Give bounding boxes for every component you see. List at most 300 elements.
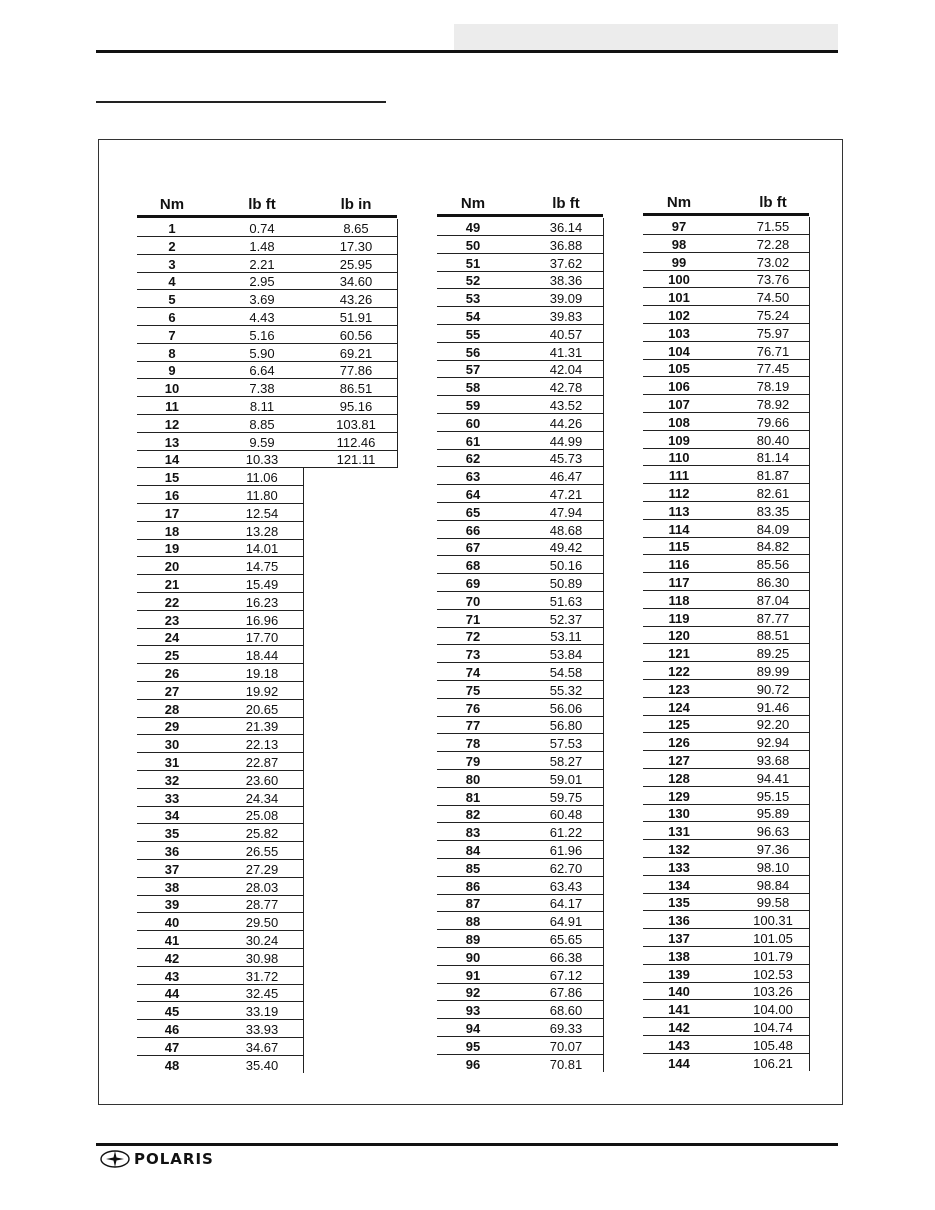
cell-lb-in: 95.16	[339, 399, 373, 414]
cell-nm: 61	[465, 433, 481, 449]
cell-lb-ft: 68.60	[549, 1003, 583, 1019]
cell-nm: 50	[465, 237, 481, 253]
table-row	[137, 700, 303, 718]
table-right-border	[397, 219, 398, 468]
cell-lb-ft: 47.94	[549, 504, 583, 520]
cell-lb-ft: 45.73	[549, 451, 583, 467]
cell-lb-in: 51.91	[339, 310, 373, 325]
cell-nm: 54	[465, 309, 481, 324]
cell-nm: 20	[164, 559, 180, 575]
table-row	[437, 521, 603, 539]
cell-lb-ft: 8.85	[249, 416, 275, 432]
polaris-star-icon	[100, 1149, 130, 1169]
table-row	[643, 1054, 809, 1072]
cell-lb-ft: 101.05	[753, 931, 793, 946]
table-row	[643, 1018, 809, 1036]
table-row	[643, 947, 809, 965]
table-right-border	[303, 468, 304, 1073]
cell-nm: 100	[668, 272, 690, 288]
cell-lb-ft: 80.40	[756, 432, 790, 448]
cell-lb-ft: 10.33	[245, 452, 279, 468]
cell-lb-ft: 64.91	[549, 914, 583, 930]
table-row	[137, 255, 397, 273]
table-row	[643, 270, 809, 288]
cell-lb-ft: 56.80	[549, 718, 583, 734]
cell-nm: 93	[465, 1003, 481, 1019]
polaris-logo	[100, 1148, 214, 1170]
cell-nm: 113	[668, 503, 690, 519]
cell-lb-ft: 75.97	[756, 325, 790, 341]
cell-nm: 73	[465, 647, 481, 663]
cell-nm: 58	[465, 380, 481, 396]
cell-nm: 42	[164, 950, 180, 966]
table-row	[137, 682, 303, 700]
table-row	[643, 324, 809, 342]
cell-nm: 63	[465, 469, 481, 485]
cell-lb-ft: 40.57	[549, 326, 583, 342]
column-header-nm: Nm	[666, 194, 692, 211]
cell-lb-ft: 106.21	[753, 1055, 793, 1071]
table-row	[643, 965, 809, 983]
cell-lb-ft: 17.70	[245, 630, 279, 646]
cell-lb-in: 34.60	[339, 274, 373, 290]
cell-lb-in: 112.46	[336, 434, 376, 450]
table-row	[643, 840, 809, 858]
table-row	[643, 787, 809, 805]
table-row	[643, 555, 809, 573]
table-row	[437, 663, 603, 681]
table-row	[643, 342, 809, 360]
table-row	[643, 377, 809, 395]
table-row	[643, 306, 809, 324]
cell-nm: 4	[168, 274, 176, 290]
cell-lb-ft: 9.59	[249, 434, 275, 450]
cell-lb-ft: 44.99	[549, 433, 583, 449]
table-row	[137, 539, 303, 557]
cell-nm: 130	[668, 806, 690, 822]
table-row	[643, 413, 809, 431]
header-underline	[137, 215, 397, 218]
cell-nm: 13	[164, 434, 180, 450]
cell-lb-ft: 64.17	[549, 896, 583, 912]
table-row	[437, 788, 603, 806]
table-row	[437, 734, 603, 752]
table-row	[137, 593, 303, 611]
table-row	[137, 1038, 303, 1056]
cell-nm: 105	[668, 361, 690, 377]
table-row	[137, 967, 303, 985]
cell-nm: 111	[668, 468, 690, 484]
table-row	[643, 876, 809, 894]
table-row	[137, 326, 397, 344]
cell-nm: 109	[668, 432, 690, 448]
cell-nm: 38	[164, 879, 180, 895]
table-row	[437, 966, 603, 984]
cell-lb-ft: 50.16	[549, 558, 583, 574]
cell-nm: 5	[168, 292, 176, 308]
cell-lb-ft: 25.82	[245, 826, 279, 842]
cell-nm: 12	[164, 416, 180, 432]
cell-nm: 59	[465, 398, 481, 413]
table-row	[643, 644, 809, 662]
cell-lb-ft: 51.63	[549, 593, 583, 609]
cell-nm: 78	[465, 736, 481, 752]
table-row	[137, 1002, 303, 1020]
table-row	[137, 557, 303, 575]
cell-lb-ft: 39.83	[549, 309, 583, 324]
cell-nm: 119	[668, 610, 690, 626]
cell-nm: 36	[164, 844, 180, 859]
cell-lb-ft: 62.70	[549, 860, 583, 876]
cell-nm: 103	[668, 325, 690, 341]
cell-lb-ft: 22.13	[245, 737, 279, 753]
table-row	[437, 1019, 603, 1037]
cell-nm: 101	[668, 290, 690, 306]
table-row	[643, 609, 809, 627]
cell-nm: 26	[164, 666, 180, 681]
table-row	[437, 805, 603, 823]
cell-lb-in: 77.86	[339, 363, 373, 379]
table-row	[437, 894, 603, 912]
table-row	[643, 431, 809, 449]
cell-nm: 18	[164, 523, 180, 539]
cell-nm: 71	[465, 611, 481, 627]
table-row	[437, 254, 603, 272]
table-row	[437, 325, 603, 343]
cell-lb-ft: 99.58	[756, 895, 790, 911]
cell-lb-ft: 7.38	[249, 381, 275, 397]
table-row	[437, 236, 603, 254]
table-row	[643, 288, 809, 306]
cell-lb-ft: 98.84	[756, 877, 790, 893]
cell-lb-ft: 104.74	[753, 1020, 793, 1035]
cell-nm: 53	[465, 291, 481, 307]
table-row	[643, 769, 809, 787]
cell-nm: 37	[164, 861, 180, 877]
cell-lb-ft: 71.55	[756, 219, 790, 234]
cell-lb-in: 121.11	[336, 452, 376, 468]
table-row	[643, 804, 809, 822]
cell-lb-ft: 75.24	[756, 308, 790, 323]
table-row	[437, 289, 603, 307]
cell-lb-ft: 1.48	[249, 238, 275, 254]
table-row	[137, 717, 303, 735]
table-row	[437, 271, 603, 289]
cell-nm: 143	[668, 1037, 690, 1053]
table-row	[643, 982, 809, 1000]
cell-nm: 80	[465, 771, 481, 787]
table-row	[437, 218, 603, 236]
cell-nm: 102	[668, 308, 690, 323]
table-row	[437, 983, 603, 1001]
cell-lb-ft: 36.88	[549, 237, 583, 253]
cell-nm: 55	[465, 326, 481, 342]
cell-lb-ft: 33.93	[245, 1022, 279, 1037]
cell-nm: 144	[668, 1055, 690, 1071]
cell-lb-in: 69.21	[339, 345, 373, 361]
table-row	[643, 537, 809, 555]
cell-lb-ft: 16.23	[245, 594, 279, 610]
table-row	[137, 878, 303, 896]
table-row	[437, 343, 603, 361]
cell-lb-ft: 25.08	[245, 808, 279, 824]
cell-lb-ft: 29.50	[245, 915, 279, 931]
cell-nm: 11	[165, 399, 179, 414]
cell-nm: 70	[465, 593, 481, 609]
cell-nm: 67	[465, 540, 481, 556]
table-row	[437, 681, 603, 699]
cell-lb-ft: 2.21	[249, 256, 275, 272]
cell-lb-ft: 74.50	[756, 290, 790, 306]
cell-lb-ft: 95.89	[756, 806, 790, 822]
cell-nm: 65	[465, 504, 481, 520]
cell-nm: 137	[668, 931, 690, 946]
table-row	[643, 662, 809, 680]
cell-nm: 41	[164, 933, 180, 948]
table-row	[137, 522, 303, 540]
cell-nm: 34	[164, 808, 180, 824]
table-row	[437, 645, 603, 663]
cell-lb-ft: 34.67	[245, 1039, 279, 1055]
column-header-lb-ft: lb ft	[248, 196, 276, 213]
table-row	[437, 948, 603, 966]
cell-nm: 106	[668, 379, 690, 395]
cell-nm: 45	[164, 1004, 180, 1020]
cell-lb-in: 17.30	[339, 238, 373, 254]
table-row	[137, 415, 397, 433]
cell-lb-ft: 30.98	[245, 950, 279, 966]
table-row	[437, 912, 603, 930]
cell-lb-ft: 63.43	[549, 878, 583, 894]
column-header-lb-ft: lb ft	[552, 195, 580, 212]
cell-nm: 132	[668, 842, 690, 857]
cell-nm: 127	[668, 753, 690, 768]
cell-nm: 123	[668, 681, 690, 697]
cell-lb-ft: 14.01	[245, 541, 279, 557]
cell-nm: 114	[668, 521, 690, 537]
cell-nm: 22	[164, 594, 180, 610]
table-row	[137, 308, 397, 326]
cell-lb-ft: 90.72	[756, 681, 790, 697]
cell-nm: 6	[168, 310, 176, 325]
cell-lb-ft: 67.86	[549, 985, 583, 1001]
table-row	[137, 219, 397, 237]
column-header-lb-in: lb in	[340, 196, 372, 213]
cell-nm: 99	[671, 254, 687, 270]
cell-lb-ft: 43.52	[549, 398, 583, 413]
cell-nm: 31	[164, 755, 180, 770]
table-row	[437, 485, 603, 503]
cell-nm: 94	[465, 1021, 481, 1036]
table-row	[437, 307, 603, 325]
cell-lb-ft: 101.79	[753, 948, 793, 964]
header-rule	[96, 50, 838, 53]
cell-nm: 7	[168, 327, 176, 343]
cell-lb-ft: 95.15	[756, 788, 790, 804]
table-row	[437, 716, 603, 734]
table-row	[437, 1001, 603, 1019]
cell-nm: 9	[168, 363, 176, 379]
column-header-lb-ft: lb ft	[759, 194, 787, 211]
table-row	[437, 503, 603, 521]
cell-lb-ft: 87.77	[756, 610, 790, 626]
column-header-nm: Nm	[159, 196, 185, 213]
cell-nm: 72	[465, 629, 481, 645]
cell-lb-ft: 88.51	[756, 628, 790, 644]
table-row	[643, 253, 809, 271]
cell-lb-ft: 83.35	[756, 503, 790, 519]
cell-nm: 51	[465, 255, 481, 271]
table-row	[437, 930, 603, 948]
cell-lb-ft: 56.06	[549, 700, 583, 716]
table-row	[643, 217, 809, 235]
cell-lb-ft: 69.33	[549, 1021, 583, 1036]
table-row	[137, 789, 303, 807]
table-row	[643, 893, 809, 911]
cell-lb-ft: 47.21	[549, 487, 583, 502]
cell-lb-ft: 89.99	[756, 664, 790, 679]
table-row	[137, 753, 303, 771]
table-row	[643, 680, 809, 698]
cell-nm: 138	[668, 948, 690, 964]
column-header-nm: Nm	[460, 195, 486, 212]
cell-nm: 49	[465, 220, 481, 235]
cell-lb-ft: 33.19	[245, 1004, 279, 1020]
cell-lb-ft: 28.03	[245, 879, 279, 895]
cell-nm: 91	[465, 967, 481, 983]
cell-lb-ft: 48.68	[549, 522, 583, 538]
cell-lb-ft: 16.96	[245, 612, 279, 628]
cell-nm: 56	[465, 344, 481, 360]
cell-lb-ft: 52.37	[549, 611, 583, 627]
cell-nm: 68	[465, 558, 481, 574]
cell-nm: 35	[164, 826, 180, 842]
cell-lb-ft: 24.34	[245, 790, 279, 806]
table-row	[437, 574, 603, 592]
cell-lb-in: 103.81	[336, 416, 376, 432]
cell-lb-ft: 92.94	[756, 735, 790, 751]
cell-nm: 28	[164, 701, 180, 717]
cell-nm: 81	[465, 789, 481, 805]
cell-lb-ft: 8.11	[249, 399, 275, 414]
footer-rule	[96, 1143, 838, 1146]
cell-lb-ft: 39.09	[549, 291, 583, 307]
cell-nm: 87	[465, 896, 481, 912]
table-row	[643, 359, 809, 377]
cell-lb-ft: 96.63	[756, 824, 790, 840]
cell-nm: 139	[668, 966, 690, 982]
cell-lb-ft: 26.55	[245, 844, 279, 859]
cell-lb-ft: 66.38	[549, 949, 583, 965]
table-row	[643, 484, 809, 502]
table-row	[643, 1000, 809, 1018]
table-row	[437, 396, 603, 414]
cell-lb-ft: 81.87	[756, 468, 790, 484]
table-row	[137, 468, 303, 486]
cell-nm: 82	[465, 807, 481, 823]
cell-nm: 39	[164, 897, 180, 913]
cell-nm: 15	[164, 470, 180, 486]
cell-nm: 115	[668, 539, 690, 555]
table-row	[137, 344, 397, 362]
cell-lb-ft: 18.44	[245, 648, 279, 664]
table-row	[137, 272, 397, 290]
cell-nm: 83	[465, 825, 481, 841]
table-row	[137, 735, 303, 753]
cell-nm: 75	[465, 682, 481, 698]
cell-nm: 32	[164, 772, 180, 788]
cell-nm: 142	[668, 1020, 690, 1035]
cell-lb-ft: 28.77	[245, 897, 279, 913]
cell-lb-ft: 12.54	[245, 505, 279, 521]
table-row	[643, 573, 809, 591]
table-row	[437, 877, 603, 895]
cell-lb-ft: 82.61	[756, 486, 790, 501]
table-row	[137, 1020, 303, 1038]
cell-lb-ft: 72.28	[756, 236, 790, 252]
cell-lb-ft: 73.76	[756, 272, 790, 288]
cell-lb-ft: 23.60	[245, 772, 279, 788]
table-row	[643, 822, 809, 840]
table-row	[137, 397, 397, 415]
cell-nm: 126	[668, 735, 690, 751]
table-row	[137, 913, 303, 931]
cell-lb-ft: 49.42	[549, 540, 583, 556]
table-row	[137, 984, 303, 1002]
cell-lb-ft: 2.95	[249, 274, 275, 290]
table-row	[643, 911, 809, 929]
cell-nm: 1	[168, 221, 176, 236]
table-row	[643, 751, 809, 769]
cell-lb-ft: 11.80	[246, 488, 278, 503]
cell-nm: 69	[465, 576, 481, 591]
table-row	[437, 627, 603, 645]
cell-lb-ft: 81.14	[756, 450, 790, 466]
cell-nm: 121	[668, 646, 690, 662]
table-row	[137, 611, 303, 629]
cell-nm: 43	[164, 968, 180, 984]
cell-lb-ft: 54.58	[549, 665, 583, 680]
cell-nm: 16	[164, 488, 180, 503]
cell-lb-ft: 67.12	[549, 967, 583, 983]
section-title-rule	[96, 101, 386, 103]
cell-lb-ft: 65.65	[549, 932, 583, 947]
cell-lb-ft: 59.01	[549, 771, 583, 787]
cell-lb-ft: 5.90	[249, 345, 275, 361]
cell-nm: 98	[671, 236, 687, 252]
table-row	[137, 824, 303, 842]
cell-lb-ft: 32.45	[245, 986, 279, 1002]
table-row	[137, 646, 303, 664]
cell-lb-ft: 70.07	[549, 1038, 583, 1054]
cell-lb-ft: 6.64	[249, 363, 275, 379]
table-row	[137, 379, 397, 397]
cell-nm: 10	[164, 381, 180, 397]
cell-nm: 76	[465, 700, 481, 716]
table-right-border	[603, 218, 604, 1072]
cell-lb-ft: 97.36	[756, 842, 790, 857]
cell-nm: 46	[164, 1022, 180, 1037]
cell-nm: 110	[668, 450, 690, 466]
table-row	[643, 929, 809, 947]
table-row	[643, 733, 809, 751]
cell-lb-ft: 86.30	[756, 575, 790, 590]
cell-lb-ft: 5.16	[249, 327, 275, 343]
cell-lb-ft: 100.31	[753, 913, 793, 929]
cell-nm: 24	[164, 630, 180, 646]
table-right-border	[809, 217, 810, 1071]
cell-nm: 107	[668, 397, 690, 412]
